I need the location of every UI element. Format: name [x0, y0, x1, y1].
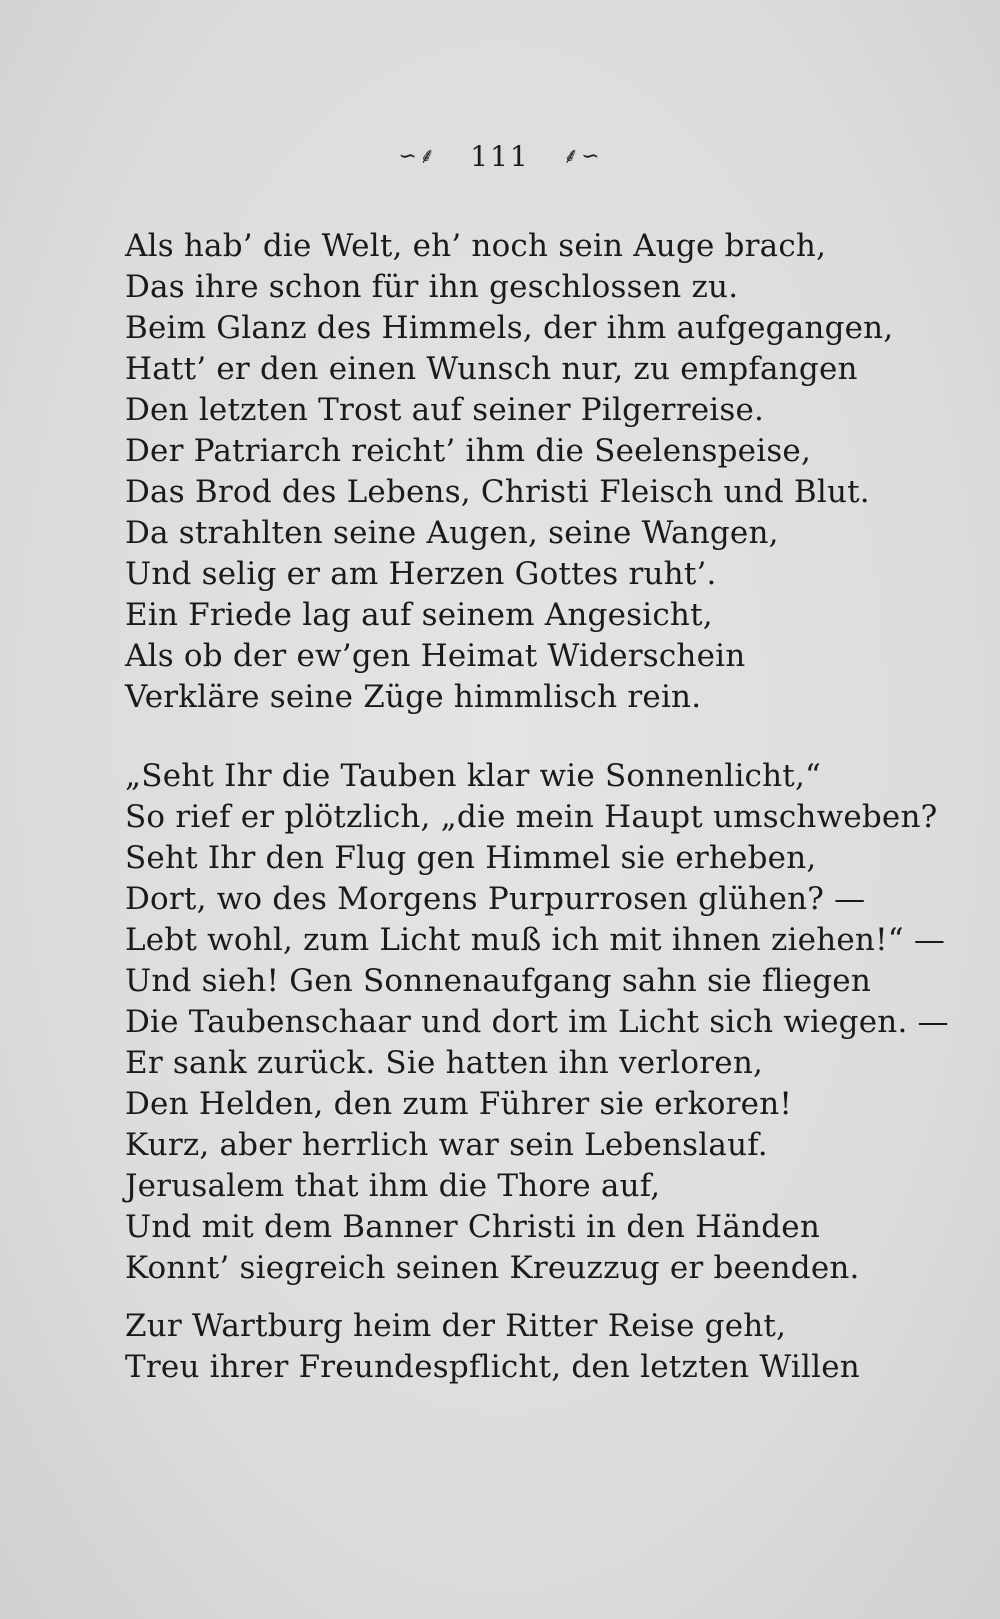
page-header: [0, 140, 1000, 173]
page-number: 111: [470, 140, 530, 173]
verse-line: Als hab’ die Welt, eh’ noch sein Auge brach,: [125, 228, 827, 264]
verse-line: Und selig er am Herzen Gottes ruht’.: [125, 556, 717, 592]
verse-line: „Seht Ihr die Tauben klar wie Sonnenlicht,“: [125, 758, 822, 794]
stanza-3: [125, 1306, 965, 1388]
right-ornament-icon: ⸙∽: [562, 144, 602, 169]
verse-line: Konnt’ siegreich seinen Kreuzzug er beenden.: [125, 1250, 860, 1286]
verse-line: Die Taubenschaar und dort im Licht sich wiegen. —: [125, 1004, 949, 1040]
verse-line: Und sieh! Gen Sonnenaufgang sahn sie fliegen: [125, 963, 872, 999]
verse-line: Beim Glanz des Himmels, der ihm aufgegangen,: [125, 310, 894, 346]
verse-line: Seht Ihr den Flug gen Himmel sie erheben,: [125, 840, 817, 876]
verse-line: Da strahlten seine Augen, seine Wangen,: [125, 515, 779, 551]
verse-line: Dort, wo des Morgens Purpurrosen glühen? —: [125, 881, 866, 917]
verse-line: Treu ihrer Freundespflicht, den letzten Willen: [125, 1349, 860, 1385]
verse-line: Hatt’ er den einen Wunsch nur, zu empfangen: [125, 351, 858, 387]
verse-line: Der Patriarch reicht’ ihm die Seelenspeise,: [125, 433, 812, 469]
verse-line: Kurz, aber herrlich war sein Lebenslauf.: [125, 1127, 768, 1163]
verse-line: Jerusalem that ihm die Thore auf,: [125, 1168, 661, 1204]
verse-line: So rief er plötzlich, „die mein Haupt umschweben?: [125, 799, 938, 835]
verse-line: Er sank zurück. Sie hatten ihn verloren,: [125, 1045, 764, 1081]
verse-line: Verkläre seine Züge himmlisch rein.: [125, 679, 702, 715]
verse-line: Den letzten Trost auf seiner Pilgerreise.: [125, 392, 765, 428]
verse-line: Den Helden, den zum Führer sie erkoren!: [125, 1086, 793, 1122]
verse-line: Als ob der ew’gen Heimat Widerschein: [125, 638, 746, 674]
stanza-2: [125, 756, 965, 1289]
verse-line: Zur Wartburg heim der Ritter Reise geht,: [125, 1308, 787, 1344]
verse-line: Ein Friede lag auf seinem Angesicht,: [125, 597, 713, 633]
verse-line: Das Brod des Lebens, Christi Fleisch und Blut.: [125, 474, 870, 510]
stanza-1: [125, 226, 965, 718]
verse-line: Lebt wohl, zum Licht muß ich mit ihnen ziehen!“ —: [125, 922, 946, 958]
verse-line: Und mit dem Banner Christi in den Händen: [125, 1209, 820, 1245]
verse-line: Das ihre schon für ihn geschlossen zu.: [125, 269, 739, 305]
left-ornament-icon: ∽⸙: [398, 144, 438, 169]
